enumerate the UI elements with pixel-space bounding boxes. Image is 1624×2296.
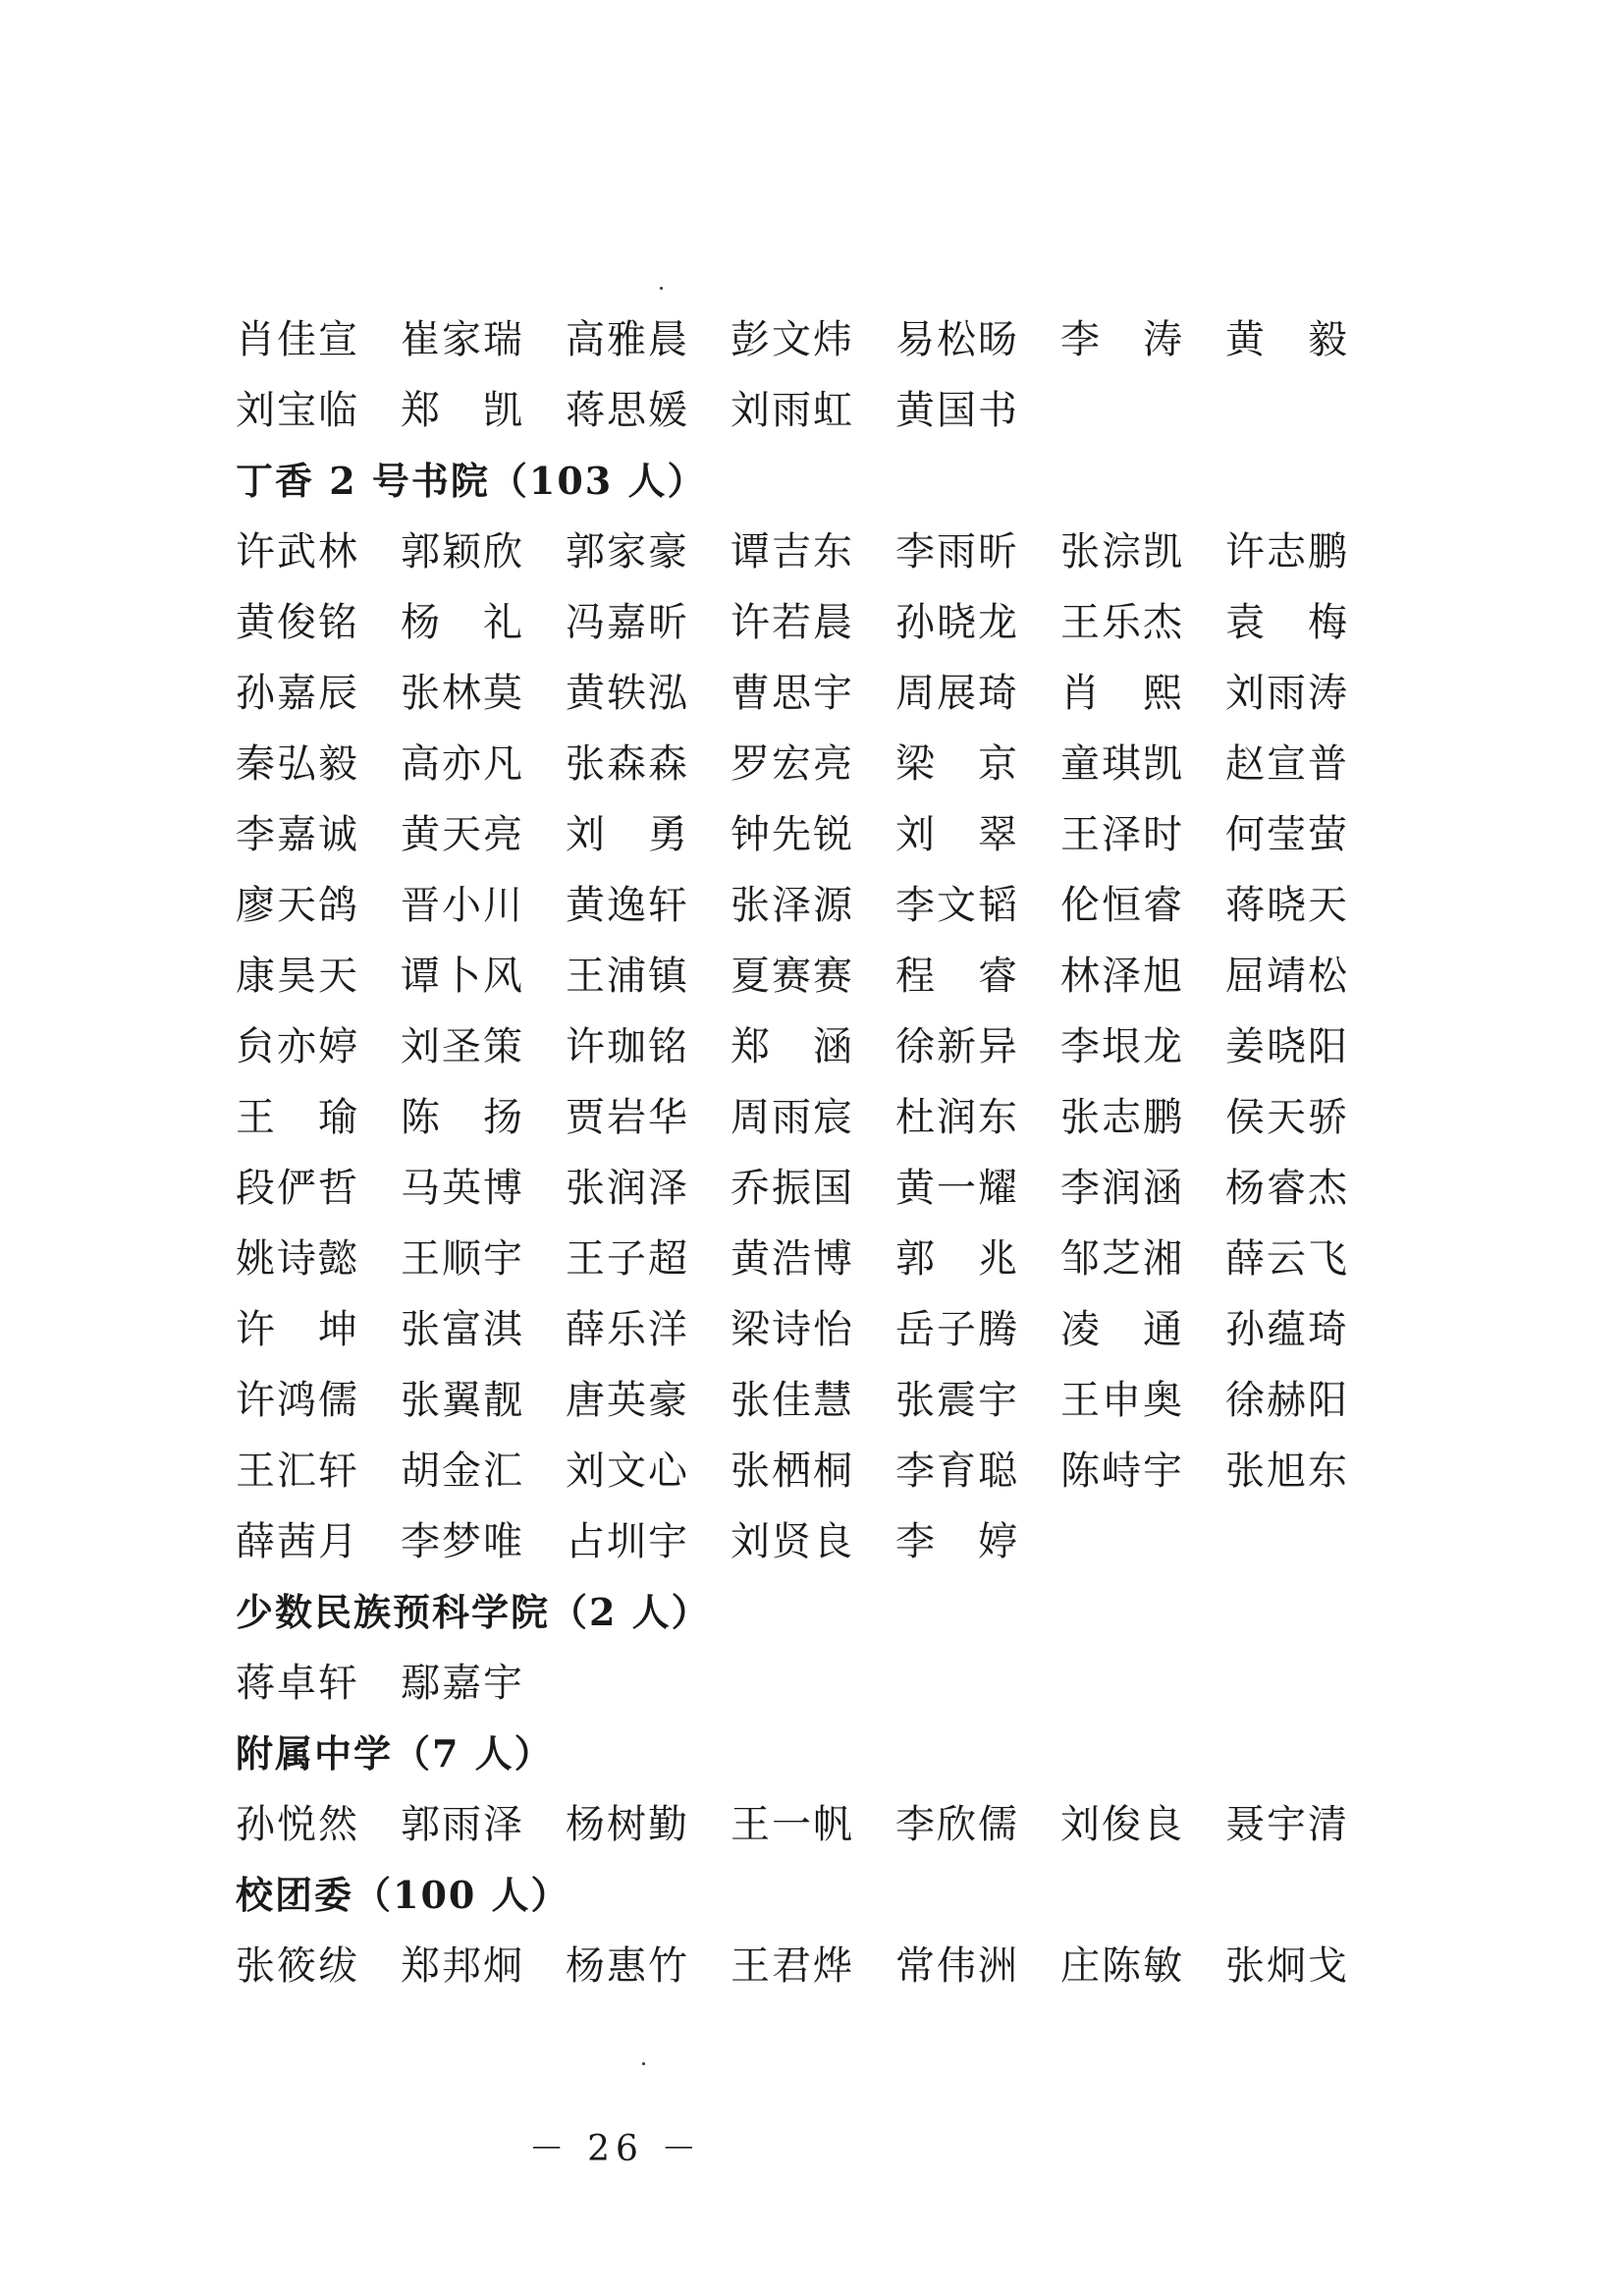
person-name: 童琪凯 bbox=[1060, 740, 1184, 787]
person-name: 段俨哲 bbox=[236, 1165, 359, 1211]
person-name: 黄国书 bbox=[895, 387, 1019, 433]
person-name: 郑 凯 bbox=[401, 387, 524, 433]
person-name: 郭雨泽 bbox=[401, 1801, 524, 1847]
person-name: 许武林 bbox=[236, 528, 359, 574]
person-name: 许若晨 bbox=[731, 599, 854, 645]
person-name: 刘宝临 bbox=[236, 387, 359, 433]
person-name: 许珈铭 bbox=[566, 1023, 689, 1069]
person-name: 占圳宇 bbox=[566, 1518, 689, 1564]
person-name: 高亦凡 bbox=[401, 740, 524, 787]
person-name: 袁 梅 bbox=[1225, 599, 1349, 645]
person-name: 刘文心 bbox=[566, 1448, 689, 1494]
person-name: 晋小川 bbox=[401, 882, 524, 928]
name-row bbox=[236, 301, 1365, 371]
person-name: 秦弘毅 bbox=[236, 740, 359, 787]
person-name: 蒋思媛 bbox=[566, 387, 689, 433]
person-name: 乔振国 bbox=[731, 1165, 854, 1211]
person-name: 冯嘉昕 bbox=[566, 599, 689, 645]
person-name: 张润泽 bbox=[566, 1165, 689, 1211]
person-name: 聂宇清 bbox=[1225, 1801, 1349, 1847]
section-heading: 附属中学（7 人） bbox=[236, 1730, 554, 1776]
person-name: 王顺宇 bbox=[401, 1235, 524, 1282]
person-name: 许鸿儒 bbox=[236, 1377, 359, 1423]
person-name: 郑邦炯 bbox=[401, 1942, 524, 1989]
person-name: 谭吉东 bbox=[731, 528, 854, 574]
person-name: 杨树勤 bbox=[566, 1801, 689, 1847]
person-name: 鄢嘉宇 bbox=[401, 1660, 524, 1706]
person-name: 贠亦婷 bbox=[236, 1023, 359, 1069]
person-name: 赵宣普 bbox=[1225, 740, 1349, 787]
person-name: 王浦镇 bbox=[566, 953, 689, 999]
person-name: 徐新异 bbox=[895, 1023, 1019, 1069]
person-name: 蒋晓天 bbox=[1225, 882, 1349, 928]
person-name: 谭卜风 bbox=[401, 953, 524, 999]
person-name: 黄逸轩 bbox=[566, 882, 689, 928]
person-name: 徐赫阳 bbox=[1225, 1377, 1349, 1423]
person-name: 胡金汇 bbox=[401, 1448, 524, 1494]
person-name: 刘圣策 bbox=[401, 1023, 524, 1069]
person-name: 孙悦然 bbox=[236, 1801, 359, 1847]
person-name: 张翼靓 bbox=[401, 1377, 524, 1423]
person-name: 刘雨涛 bbox=[1225, 670, 1349, 716]
person-name: 林泽旭 bbox=[1060, 953, 1184, 999]
person-name: 孙蕴琦 bbox=[1225, 1306, 1349, 1352]
person-name: 易松旸 bbox=[895, 316, 1019, 362]
scan-speck-top bbox=[660, 287, 663, 290]
person-name: 王 瑜 bbox=[236, 1094, 359, 1140]
section-heading: 丁香 2 号书院（103 人） bbox=[236, 458, 707, 503]
person-name: 梁 京 bbox=[895, 740, 1019, 787]
name-row bbox=[236, 1785, 1365, 1856]
person-name: 王乐杰 bbox=[1060, 599, 1184, 645]
person-name: 姚诗懿 bbox=[236, 1235, 359, 1282]
person-name: 钟先锐 bbox=[731, 811, 854, 857]
person-name: 许志鹏 bbox=[1225, 528, 1349, 574]
person-name: 王子超 bbox=[566, 1235, 689, 1282]
person-name: 罗宏亮 bbox=[731, 740, 854, 787]
person-name: 刘俊良 bbox=[1060, 1801, 1184, 1847]
name-row bbox=[236, 1432, 1365, 1503]
person-name: 许 坤 bbox=[236, 1306, 359, 1352]
person-name: 蒋卓轩 bbox=[236, 1660, 359, 1706]
person-name: 肖 熙 bbox=[1060, 670, 1184, 716]
person-name: 马英博 bbox=[401, 1165, 524, 1211]
person-name: 黄俊铭 bbox=[236, 599, 359, 645]
person-name: 刘雨虹 bbox=[731, 387, 854, 433]
name-list-document bbox=[236, 301, 1365, 1997]
person-name: 侯天骄 bbox=[1225, 1094, 1349, 1140]
person-name: 刘贤良 bbox=[731, 1518, 854, 1564]
person-name: 张震宇 bbox=[895, 1377, 1019, 1423]
person-name: 夏赛赛 bbox=[731, 953, 854, 999]
name-row bbox=[236, 654, 1365, 725]
person-name: 王汇轩 bbox=[236, 1448, 359, 1494]
section-heading: 校团委（100 人） bbox=[236, 1872, 570, 1917]
person-name: 周展琦 bbox=[895, 670, 1019, 716]
name-row bbox=[236, 866, 1365, 937]
person-name: 张志鹏 bbox=[1060, 1094, 1184, 1140]
person-name: 王申奥 bbox=[1060, 1377, 1184, 1423]
person-name: 黄轶泓 bbox=[566, 670, 689, 716]
person-name: 王君烨 bbox=[731, 1942, 854, 1989]
person-name: 刘 翠 bbox=[895, 811, 1019, 857]
person-name: 张佳慧 bbox=[731, 1377, 854, 1423]
person-name: 梁诗怡 bbox=[731, 1306, 854, 1352]
person-name: 凌 通 bbox=[1060, 1306, 1184, 1352]
person-name: 李 涛 bbox=[1060, 316, 1184, 362]
name-row bbox=[236, 1927, 1365, 1997]
person-name: 李文韬 bbox=[895, 882, 1019, 928]
person-name: 郭颖欣 bbox=[401, 528, 524, 574]
person-name: 张筱绂 bbox=[236, 1942, 359, 1989]
section-heading: 少数民族预科学院（2 人） bbox=[236, 1589, 711, 1634]
page-number: － 26 － bbox=[528, 2129, 703, 2169]
person-name: 李梦唯 bbox=[401, 1518, 524, 1564]
person-name: 王一帆 bbox=[731, 1801, 854, 1847]
name-row bbox=[236, 583, 1365, 654]
name-row bbox=[236, 1078, 1365, 1149]
person-name: 程 睿 bbox=[895, 953, 1019, 999]
person-name: 何莹萤 bbox=[1225, 811, 1349, 857]
person-name: 黄浩博 bbox=[731, 1235, 854, 1282]
person-name: 廖天鸽 bbox=[236, 882, 359, 928]
person-name: 杨 礼 bbox=[401, 599, 524, 645]
name-row bbox=[236, 513, 1365, 583]
person-name: 唐英豪 bbox=[566, 1377, 689, 1423]
name-row bbox=[236, 1644, 1365, 1715]
person-name: 张森森 bbox=[566, 740, 689, 787]
person-name: 庄陈敏 bbox=[1060, 1942, 1184, 1989]
person-name: 高雅晨 bbox=[566, 316, 689, 362]
person-name: 孙嘉辰 bbox=[236, 670, 359, 716]
name-row bbox=[236, 1361, 1365, 1432]
person-name: 肖佳宣 bbox=[236, 316, 359, 362]
person-name: 伦恒睿 bbox=[1060, 882, 1184, 928]
name-row bbox=[236, 1149, 1365, 1220]
person-name: 张炯戈 bbox=[1225, 1942, 1349, 1989]
name-row bbox=[236, 1008, 1365, 1078]
name-row bbox=[236, 1503, 1365, 1573]
person-name: 李嘉诚 bbox=[236, 811, 359, 857]
person-name: 康昊天 bbox=[236, 953, 359, 999]
person-name: 崔家瑞 bbox=[401, 316, 524, 362]
person-name: 郭 兆 bbox=[895, 1235, 1019, 1282]
person-name: 张旭东 bbox=[1225, 1448, 1349, 1494]
name-row bbox=[236, 1220, 1365, 1290]
name-row bbox=[236, 371, 1365, 442]
person-name: 邹芝湘 bbox=[1060, 1235, 1184, 1282]
person-name: 王泽时 bbox=[1060, 811, 1184, 857]
person-name: 黄天亮 bbox=[401, 811, 524, 857]
name-row bbox=[236, 937, 1365, 1008]
person-name: 郭家豪 bbox=[566, 528, 689, 574]
person-name: 张林莫 bbox=[401, 670, 524, 716]
person-name: 曹思宇 bbox=[731, 670, 854, 716]
person-name: 张栖桐 bbox=[731, 1448, 854, 1494]
person-name: 屈靖松 bbox=[1225, 953, 1349, 999]
person-name: 薛云飞 bbox=[1225, 1235, 1349, 1282]
person-name: 李雨昕 bbox=[895, 528, 1019, 574]
person-name: 李垠龙 bbox=[1060, 1023, 1184, 1069]
person-name: 黄一耀 bbox=[895, 1165, 1019, 1211]
person-name: 孙晓龙 bbox=[895, 599, 1019, 645]
person-name: 黄 毅 bbox=[1225, 316, 1349, 362]
person-name: 姜晓阳 bbox=[1225, 1023, 1349, 1069]
person-name: 李育聪 bbox=[895, 1448, 1019, 1494]
name-row bbox=[236, 1290, 1365, 1361]
person-name: 薛乐洋 bbox=[566, 1306, 689, 1352]
person-name: 陈 扬 bbox=[401, 1094, 524, 1140]
person-name: 刘 勇 bbox=[566, 811, 689, 857]
person-name: 张泽源 bbox=[731, 882, 854, 928]
person-name: 贾岩华 bbox=[566, 1094, 689, 1140]
scan-speck-bottom bbox=[642, 2062, 645, 2065]
person-name: 薛茜月 bbox=[236, 1518, 359, 1564]
person-name: 李润涵 bbox=[1060, 1165, 1184, 1211]
name-row bbox=[236, 725, 1365, 795]
person-name: 彭文炜 bbox=[731, 316, 854, 362]
person-name: 常伟洲 bbox=[895, 1942, 1019, 1989]
person-name: 杨睿杰 bbox=[1225, 1165, 1349, 1211]
person-name: 张富淇 bbox=[401, 1306, 524, 1352]
person-name: 张淙凯 bbox=[1060, 528, 1184, 574]
person-name: 李欣儒 bbox=[895, 1801, 1019, 1847]
person-name: 郑 涵 bbox=[731, 1023, 854, 1069]
person-name: 周雨宸 bbox=[731, 1094, 854, 1140]
person-name: 陈峙宇 bbox=[1060, 1448, 1184, 1494]
person-name: 李 婷 bbox=[895, 1518, 1019, 1564]
person-name: 岳子腾 bbox=[895, 1306, 1019, 1352]
person-name: 杜润东 bbox=[895, 1094, 1019, 1140]
name-row bbox=[236, 795, 1365, 866]
person-name: 杨惠竹 bbox=[566, 1942, 689, 1989]
